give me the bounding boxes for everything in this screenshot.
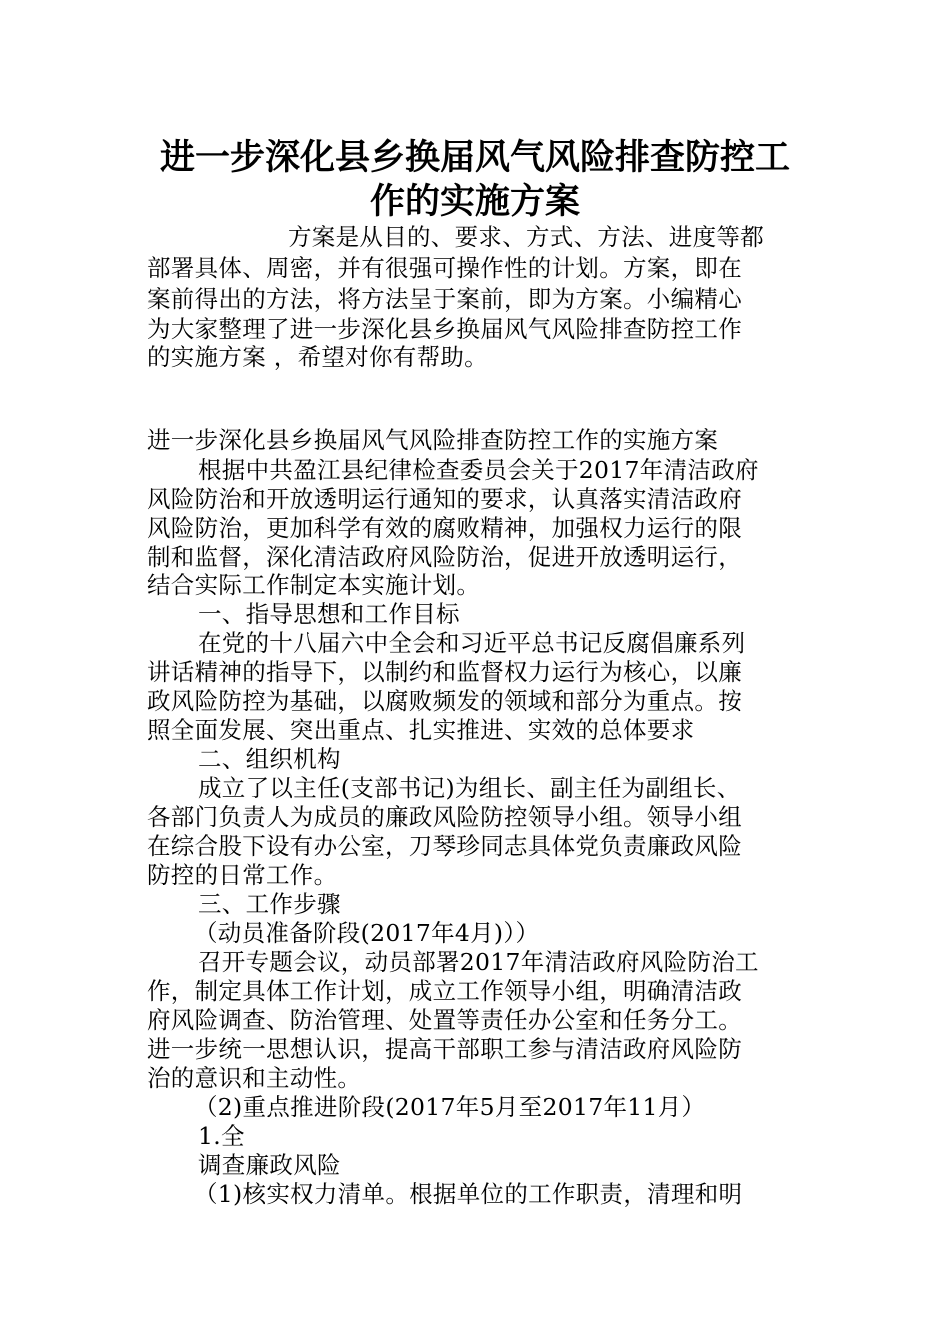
body-line: 根据中共盈江县纪律检查委员会关于2017年清洁政府 — [198, 456, 759, 484]
title-line-1: 进一步深化县乡换届风气风险排查防控工 — [159, 137, 790, 178]
section-heading: 三、工作步骤 — [198, 890, 341, 918]
intro-line: 部署具体、周密，并有很强可操作性的计划。方案，即在 — [147, 254, 742, 282]
body-line: 1.全 — [198, 1122, 245, 1150]
document-title — [140, 136, 810, 224]
section-heading: 一、指导思想和工作目标 — [198, 600, 460, 628]
body-line: 讲话精神的指导下，以制约和监督权力运行为核心，以廉 — [147, 658, 742, 686]
body-line: 在综合股下设有办公室，刀琴珍同志具体党负责廉政风险 — [147, 832, 742, 860]
body-line: 成立了以主任(支部书记)为组长、副主任为副组长、 — [198, 774, 741, 802]
body-line: 风险防治和开放透明运行通知的要求，认真落实清洁政府 — [147, 485, 742, 513]
body-line: 各部门负责人为成员的廉政风险防控领导小组。领导小组 — [147, 803, 742, 831]
body-line: 进一步统一思想认识，提高干部职工参与清洁政府风险防 — [147, 1035, 742, 1063]
body-line: 作，制定具体工作计划，成立工作领导小组，明确清洁政 — [147, 977, 742, 1005]
body-line: 在党的十八届六中全会和习近平总书记反腐倡廉系列 — [198, 629, 746, 657]
body-line: 政风险防控为基础，以腐败频发的领域和部分为重点。按 — [147, 687, 742, 715]
subsection-heading: （动员准备阶段(2017年4月)）） — [194, 919, 540, 947]
section-heading: 二、组织机构 — [198, 745, 341, 773]
body-line: 照全面发展、突出重点、扎实推进、实效的总体要求 — [147, 716, 695, 744]
body-line: 结合实际工作制定本实施计划。 — [147, 571, 481, 599]
subsection-heading: （2)重点推进阶段(2017年5月至2017年11月） — [194, 1093, 706, 1121]
body-line: 风险防治，更加科学有效的腐败精神，加强权力运行的限 — [147, 514, 742, 542]
title-line-2: 作的实施方案 — [369, 181, 580, 222]
body-line: 府风险调查、防治管理、处置等责任办公室和任务分工。 — [147, 1006, 742, 1034]
intro-line: 案前得出的方法，将方法呈于案前，即为方案。小编精心 — [147, 285, 742, 313]
body-line: 调查廉政风险 — [198, 1151, 341, 1179]
intro-line: 为大家整理了进一步深化县乡换届风气风险排查防控工作 — [147, 315, 742, 343]
body-line: 防控的日常工作。 — [147, 861, 338, 889]
body-line: 制和监督，深化清洁政府风险防治，促进开放透明运行， — [147, 543, 742, 571]
intro-line: 方案是从目的、要求、方式、方法、进度等都 — [288, 223, 764, 251]
body-line: 治的意识和主动性。 — [147, 1064, 362, 1092]
intro-line: 的实施方案 ，希望对你有帮助。 — [147, 343, 488, 371]
body-line: （1)核实权力清单。根据单位的工作职责，清理和明 — [194, 1180, 743, 1208]
body-heading: 进一步深化县乡换届风气风险排查防控工作的实施方案 — [147, 426, 719, 454]
body-line: 召开专题会议，动员部署2017年清洁政府风险防治工 — [198, 948, 759, 976]
